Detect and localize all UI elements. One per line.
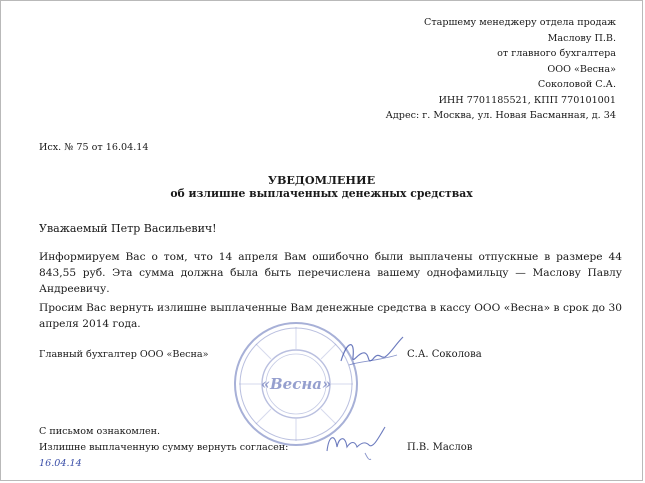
sender-tax-ids: ИНН 7701185521, КПП 770101001 (438, 94, 616, 106)
body-paragraph-2-text: Просим Вас вернуть излишне выплаченные Вам денежные средства в кассу ООО «Весна» в срок до 30 апреля 2014 года. (39, 302, 622, 330)
sender-name: Соколовой С.А. (537, 79, 616, 90)
document-title (1, 173, 642, 201)
consent-date: 16.04.14 (39, 458, 82, 469)
stamp-text: «Весна» (260, 375, 332, 393)
addressee-block (316, 15, 616, 124)
acknowledgement-line: С письмом ознакомлен. (39, 426, 161, 437)
title-main: УВЕДОМЛЕНИЕ (267, 173, 376, 187)
outgoing-number: Исх. № 75 от 16.04.14 (39, 142, 149, 153)
sender-address: Адрес: г. Москва, ул. Новая Басманная, д. 34 (385, 110, 616, 121)
body-paragraph-1 (39, 249, 622, 297)
sender-company: ООО «Весна» (547, 63, 616, 75)
employee-signature (321, 423, 391, 463)
consent-line: Излишне выплаченную сумму вернуть согласен: (39, 442, 289, 453)
signature-position: Главный бухгалтер ООО «Весна» (39, 349, 209, 360)
signature-name: С.А. Соколова (407, 349, 482, 360)
title-sub: об излишне выплаченных денежных средствах (170, 187, 473, 200)
addressee-name: Маслову П.В. (547, 32, 616, 44)
addressee-position: Старшему менеджеру отдела продаж (423, 17, 616, 28)
greeting: Уважаемый Петр Васильевич! (39, 222, 217, 235)
accountant-signature (337, 331, 409, 375)
body-paragraph-1-text: Информируем Вас о том, что 14 апреля Вам ошибочно были выплачены отпускные в размере 44 843,55 руб. Эта сумма должна была быть перечислена вашему однофамильцу — Маслову Павлу Андреевичу. (39, 251, 622, 295)
consent-name: П.В. Маслов (407, 442, 473, 453)
sender-position: от главного бухгалтера (497, 48, 616, 59)
